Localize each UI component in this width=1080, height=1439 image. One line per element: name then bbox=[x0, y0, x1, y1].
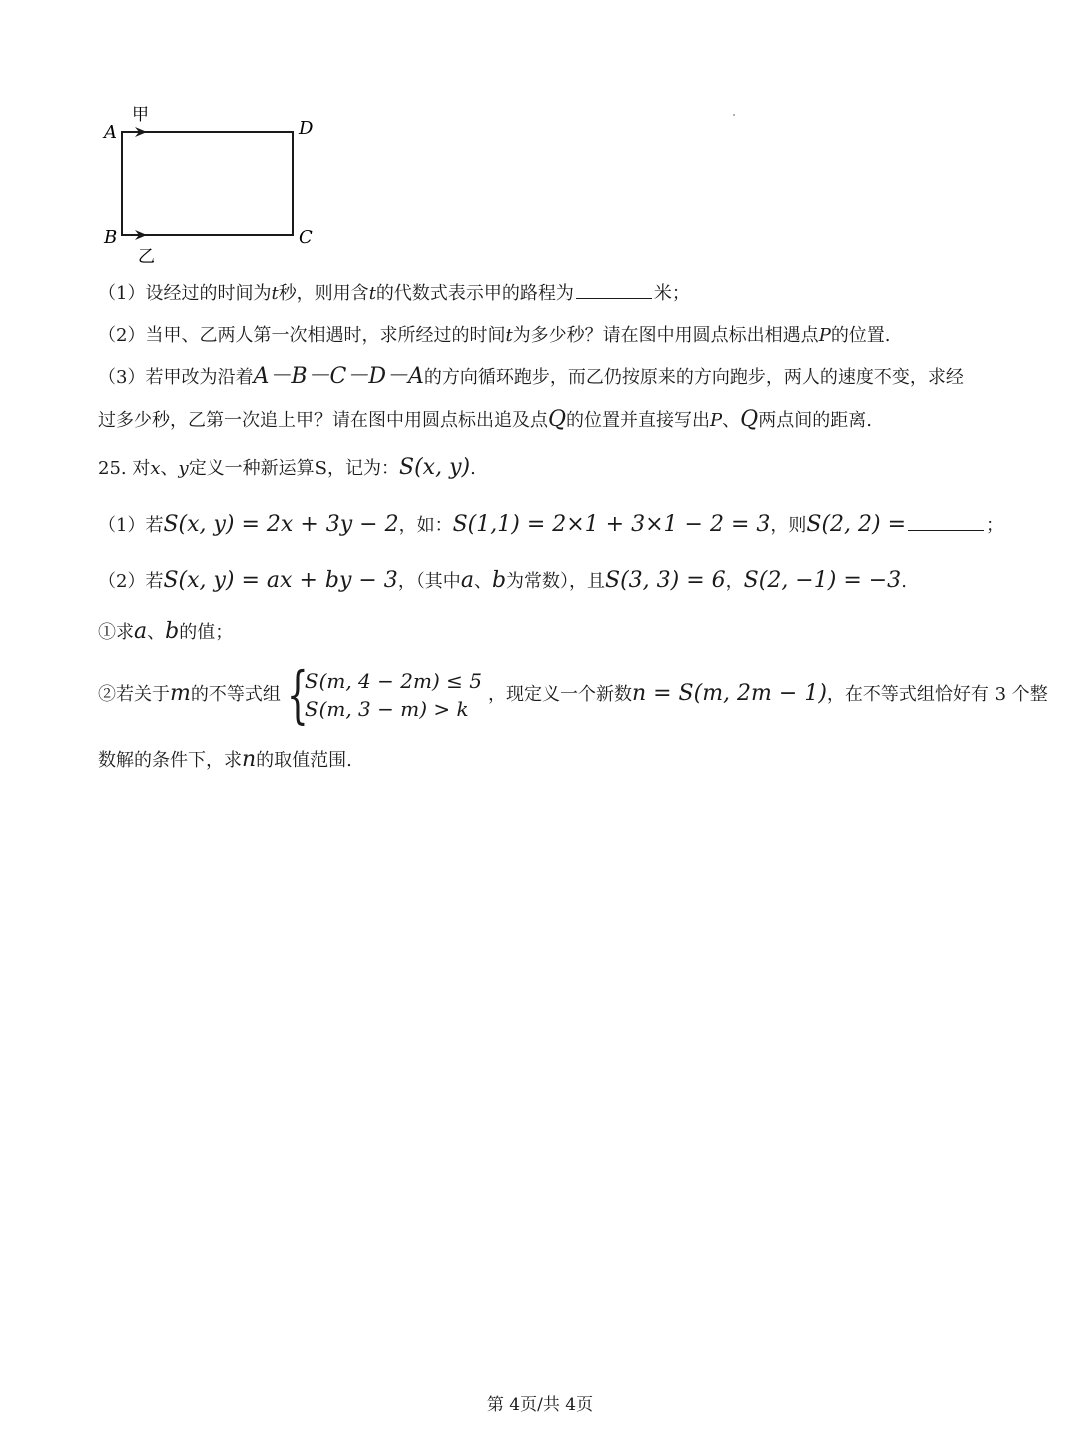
label-B: B bbox=[104, 227, 118, 248]
path-expression: A－B－C－D－A bbox=[253, 364, 424, 389]
text: ，则 bbox=[770, 515, 807, 536]
q25-sub2 bbox=[98, 658, 1048, 731]
formula: S(1,1) = 2×1 + 3×1 − 2 = 3 bbox=[452, 512, 771, 537]
label-yi: 乙 bbox=[138, 247, 155, 267]
q25-intro bbox=[98, 453, 476, 484]
formula: S(2, 2) = bbox=[806, 512, 907, 537]
inequality-system bbox=[286, 658, 482, 731]
text: ，（其中 bbox=[397, 571, 461, 592]
text: 的值； bbox=[179, 622, 234, 643]
text: 过多少秒，乙第一次追上甲？请在图中用圆点标出追及点 bbox=[98, 410, 548, 431]
text: 的方向循环跑步，而乙仍按原来的方向跑步，两人的速度不变，求经 bbox=[423, 367, 964, 388]
text: 定义一种新运算S，记为： bbox=[188, 458, 400, 479]
label-A: A bbox=[104, 122, 117, 143]
text: 的代数式表示甲的路程为 bbox=[375, 283, 574, 304]
var-t: t bbox=[271, 283, 279, 304]
var-x: x bbox=[150, 458, 161, 479]
inequality-row: S(m, 4 − 2m) ≤ 5 bbox=[304, 669, 482, 693]
text: 的不等式组 bbox=[190, 684, 281, 705]
text: 的位置并直接写出 bbox=[566, 410, 711, 431]
var-m: m bbox=[170, 681, 191, 706]
question-number: 25. 对 bbox=[98, 458, 151, 479]
q24-part1 bbox=[98, 279, 690, 309]
text: ，在不等式组恰好有 3 个整 bbox=[826, 684, 1048, 705]
text: 为多少秒？请在图中用圆点标出相遇点 bbox=[512, 325, 819, 346]
text: ； bbox=[986, 515, 1005, 536]
text: 、 bbox=[473, 571, 492, 592]
text: 米； bbox=[653, 283, 690, 304]
point-q: Q bbox=[548, 407, 567, 432]
text: 为常数），且 bbox=[506, 571, 606, 592]
label-jia: 甲 bbox=[132, 105, 149, 125]
formula: S(3, 3) = 6 bbox=[605, 568, 726, 593]
point-q: Q bbox=[740, 407, 759, 432]
text: . bbox=[470, 458, 476, 479]
text: ，如： bbox=[398, 515, 453, 536]
var-y: y bbox=[178, 458, 189, 479]
answer-blank[interactable] bbox=[908, 512, 984, 531]
formula: S(x, y) = ax + by − 3 bbox=[163, 568, 398, 593]
q24-part3-line2 bbox=[98, 405, 872, 436]
var-a: a bbox=[134, 619, 148, 644]
text: （2）若 bbox=[98, 571, 164, 592]
text: ①求 bbox=[98, 622, 134, 643]
text: （3）若甲改为沿着 bbox=[98, 367, 254, 388]
q24-part3-line1 bbox=[98, 362, 964, 393]
text: 、 bbox=[147, 622, 166, 643]
inequality-row: S(m, 3 − m) > k bbox=[304, 697, 469, 721]
page-footer: 第 4页/共 4页 bbox=[486, 1395, 594, 1415]
var-b: b bbox=[165, 619, 180, 644]
var-t: t bbox=[368, 283, 376, 304]
answer-blank[interactable] bbox=[576, 280, 652, 299]
q25-sub1 bbox=[98, 617, 233, 648]
text: 的取值范围. bbox=[256, 750, 352, 771]
text: ，现定义一个新数 bbox=[487, 684, 632, 705]
var-a: a bbox=[460, 568, 474, 593]
text: . bbox=[901, 571, 907, 592]
label-C: C bbox=[299, 227, 313, 248]
q25-sub2-cont bbox=[98, 745, 352, 776]
formula: S(x, y) bbox=[399, 455, 471, 480]
var-b: b bbox=[491, 568, 507, 593]
text: （1）设经过的时间为 bbox=[98, 283, 272, 304]
point-p: P bbox=[818, 325, 831, 346]
formula: n = S(m, 2m − 1) bbox=[631, 681, 827, 706]
rectangle-figure bbox=[95, 100, 335, 270]
text: 的位置. bbox=[830, 325, 891, 346]
var-n: n bbox=[242, 747, 257, 772]
q25-part2 bbox=[98, 566, 907, 597]
label-D: D bbox=[299, 118, 314, 139]
point-p: P bbox=[710, 410, 723, 431]
text: 数解的条件下，求 bbox=[98, 750, 242, 771]
text: 两点间的距离. bbox=[758, 410, 872, 431]
text: 、 bbox=[160, 458, 179, 479]
q24-part2 bbox=[98, 321, 891, 351]
scan-speck bbox=[733, 114, 735, 116]
text: 秒，则用含 bbox=[278, 283, 369, 304]
var-t: t bbox=[505, 325, 513, 346]
q25-part1 bbox=[98, 510, 1004, 541]
text: 、 bbox=[722, 410, 741, 431]
formula: S(2, −1) = −3 bbox=[743, 568, 902, 593]
formula: S(x, y) = 2x + 3y − 2 bbox=[163, 512, 399, 537]
text: ②若关于 bbox=[98, 684, 170, 705]
text: ， bbox=[725, 571, 744, 592]
text: （2）当甲、乙两人第一次相遇时，求所经过的时间 bbox=[98, 325, 506, 346]
text: （1）若 bbox=[98, 515, 164, 536]
brace: { bbox=[286, 658, 309, 731]
rectangle-abcd bbox=[122, 132, 293, 235]
